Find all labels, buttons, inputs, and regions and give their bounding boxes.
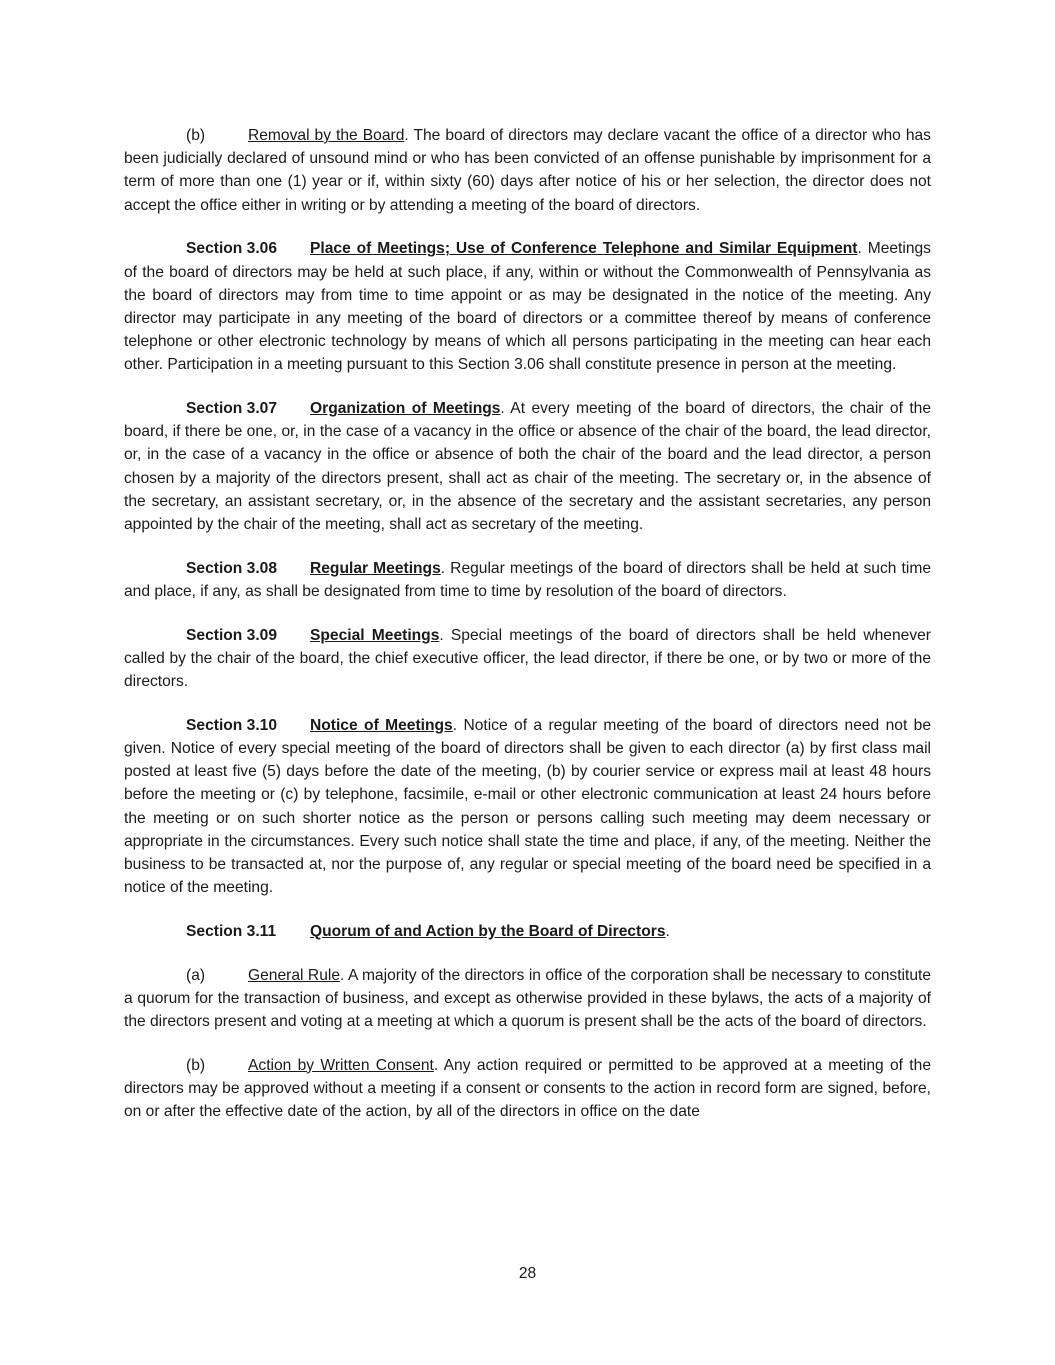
section-body: .	[665, 922, 670, 940]
section-body: . Special meetings of the board of directors shall be held whenever called by the chair of the board, the chief executive officer, the lead director, if there be one, or by two or more of the directors.	[124, 626, 931, 691]
paragraph-removal-by-board	[124, 124, 931, 217]
paragraph-title: General Rule	[248, 966, 341, 984]
section-title: Special Meetings	[310, 626, 440, 644]
section-body: . Meetings of the board of directors may be held at such place, if any, within or without the Commonwealth of Pennsylvania as the board of directors may from time to time appoint or as may be designated in the notice of the meeting. Any director may participate in any meeting of the board of directors or a committee thereof by means of conference telephone or other electronic technology by means of which all persons participating in the meeting can hear each other. Participation in a meeting pursuant to this Section 3.06 shall constitute presence in person at the meeting.	[124, 240, 931, 374]
section-title: Quorum of and Action by the Board of Directors	[310, 922, 666, 940]
section-number: Section 3.08	[186, 559, 278, 577]
section-number: Section 3.10	[186, 716, 278, 734]
paragraph-title: Action by Written Consent	[248, 1056, 434, 1074]
section-number: Section 3.07	[186, 400, 278, 418]
paragraph-marker: (b)	[186, 1056, 206, 1074]
section-3-10	[124, 714, 931, 900]
section-body: . Notice of a regular meeting of the board of directors need not be given. Notice of every special meeting of the board of directors shall be given to each director (a) by first class mail posted at least five (5) days before the date of the meeting, (b) by courier service or express mail at least 48 hours before the meeting or (c) by telephone, facsimile, e-mail or other electronic communication at least 24 hours before the meeting or on such shorter notice as the person or persons calling such meeting may deem necessary or appropriate in the circumstances. Every such notice shall state the time and place, if any, of the meeting. Neither the business to be transacted at, nor the purpose of, any regular or special meeting of the board need be specified in a notice of the meeting.	[124, 716, 932, 897]
section-title: Place of Meetings; Use of Conference Telephone and Similar Equipment	[310, 240, 858, 258]
paragraph-action-by-written-consent	[124, 1054, 931, 1124]
section-title: Regular Meetings	[310, 559, 441, 577]
paragraph-body: . Any action required or permitted to be approved at a meeting of the directors may be approved without a meeting if a consent or consents to the action in record form are signed, before, on or after the effective date of the action, by all of the directors in office on the date	[124, 1056, 931, 1121]
document-page	[124, 124, 931, 1144]
section-3-07	[124, 397, 931, 536]
section-body: . Regular meetings of the board of directors shall be held at such time and place, if any, as shall be designated from time to time by resolution of the board of directors.	[124, 559, 931, 600]
section-3-08	[124, 557, 931, 603]
section-body: . At every meeting of the board of directors, the chair of the board, if there be one, or, in the case of a vacancy in the office or absence of the chair of the board, the lead director, or, in the case of a vacancy in the office or absence of both the chair of the board and the lead director, a person chosen by a majority of the directors present, shall act as chair of the meeting. The secretary or, in the absence of the secretary, an assistant secretary, or, in the absence of the secretary and the assistant secretaries, any person appointed by the chair of the meeting, shall act as secretary of the meeting.	[124, 400, 931, 534]
page-number: 28	[518, 1265, 537, 1282]
paragraph-body: . A majority of the directors in office of the corporation shall be necessary to constitute a quorum for the transaction of business, and except as otherwise provided in these bylaws, the acts of a majority of the directors present and voting at a meeting at which a quorum is present shall be the acts of the board of directors.	[124, 966, 931, 1030]
section-number: Section 3.11	[186, 922, 277, 940]
section-3-06	[124, 237, 931, 376]
section-number: Section 3.09	[186, 626, 278, 644]
paragraph-marker: (b)	[186, 127, 206, 144]
paragraph-title: Removal by the Board	[248, 127, 405, 144]
section-title: Organization of Meetings	[310, 400, 501, 418]
paragraph-body: . The board of directors may declare vacant the office of a director who has been judicially declared of unsound mind or who has been convicted of an offense punishable by imprisonment for a term of more than one (1) year or if, within sixty (60) days after notice of his or her selection, the director does not accept the office either in writing or by attending a meeting of the board of directors.	[124, 127, 931, 214]
section-3-09	[124, 624, 931, 694]
paragraph-marker: (a)	[186, 966, 206, 984]
paragraph-general-rule	[124, 964, 931, 1034]
section-number: Section 3.06	[186, 240, 278, 258]
section-title: Notice of Meetings	[310, 716, 453, 734]
section-3-11	[124, 920, 931, 943]
